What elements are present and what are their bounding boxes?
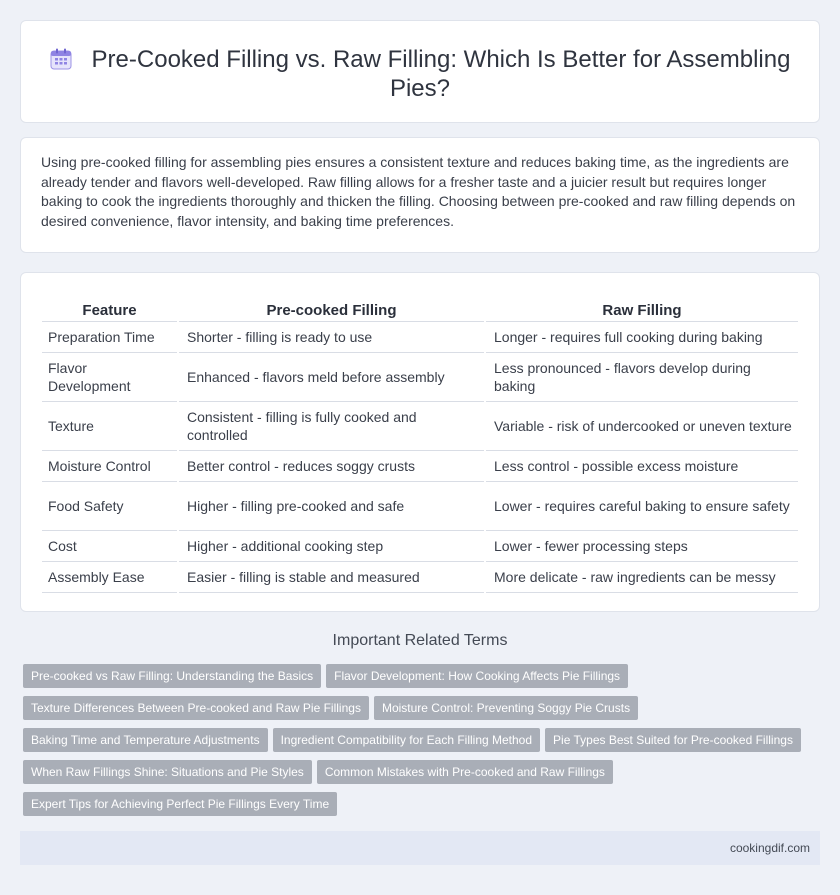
pre-cooked-cell: Shorter - filling is ready to use [178, 321, 485, 352]
feature-cell: Food Safety [42, 481, 178, 530]
raw-cell: Lower - fewer processing steps [485, 530, 798, 561]
page-title [45, 45, 795, 103]
pre-cooked-cell: Better control - reduces soggy crusts [178, 450, 485, 481]
feature-cell: Cost [42, 530, 178, 561]
raw-cell: Less pronounced - flavors develop during baking [485, 352, 798, 401]
related-term-tag[interactable]: When Raw Fillings Shine: Situations and Pie Styles [23, 760, 312, 784]
tag-row [23, 760, 823, 792]
header-feature: Feature [42, 295, 178, 321]
table-row [42, 530, 798, 561]
pre-cooked-cell: Consistent - filling is fully cooked and controlled [178, 401, 485, 450]
pre-cooked-cell: Easier - filling is stable and measured [178, 561, 485, 592]
related-term-tag[interactable]: Expert Tips for Achieving Perfect Pie Fillings Every Time [23, 792, 337, 816]
related-term-tag[interactable]: Flavor Development: How Cooking Affects Pie Fillings [326, 664, 628, 688]
related-term-tag[interactable]: Baking Time and Temperature Adjustments [23, 728, 268, 752]
tag-row [23, 664, 823, 696]
title-wrap [21, 45, 819, 103]
pre-cooked-cell: Higher - filling pre-cooked and safe [178, 481, 485, 530]
raw-cell: Lower - requires careful baking to ensure safety [485, 481, 798, 530]
feature-cell: Texture [42, 401, 178, 450]
raw-cell: Longer - requires full cooking during baking [485, 321, 798, 352]
page-title-text: Pre-Cooked Filling vs. Raw Filling: Which Is Better for Assembling Pies? [91, 46, 791, 102]
related-terms-list [23, 664, 823, 824]
table-row [42, 321, 798, 352]
related-term-tag[interactable]: Texture Differences Between Pre-cooked and Raw Pie Fillings [23, 696, 369, 720]
tag-row [23, 728, 823, 760]
feature-cell: Preparation Time [42, 321, 178, 352]
comparison-table [42, 295, 798, 593]
raw-cell: More delicate - raw ingredients can be messy [485, 561, 798, 592]
raw-cell: Less control - possible excess moisture [485, 450, 798, 481]
title-card [20, 20, 820, 123]
related-term-tag[interactable]: Moisture Control: Preventing Soggy Pie Crusts [374, 696, 638, 720]
pre-cooked-cell: Enhanced - flavors meld before assembly [178, 352, 485, 401]
related-term-tag[interactable]: Pie Types Best Suited for Pre-cooked Fillings [545, 728, 801, 752]
intro-card [20, 137, 820, 253]
table-row [42, 481, 798, 530]
table-row [42, 352, 798, 401]
feature-cell: Assembly Ease [42, 561, 178, 592]
related-term-tag[interactable]: Common Mistakes with Pre-cooked and Raw Fillings [317, 760, 613, 784]
feature-cell: Flavor Development [42, 352, 178, 401]
intro-paragraph: Using pre-cooked filling for assembling pies ensures a consistent texture and reduces baking time, as the ingredients are already tender and flavors well-developed. Raw filling allows for a fresher taste and a juicier result but requires longer baking to cook the ingredients thoroughly and thicken the filling. Choosing between pre-cooked and raw filling depends on desired convenience, flavor intensity, and baking time preferences. [41, 154, 796, 229]
footer-site-link[interactable]: cookingdif.com [729, 841, 810, 855]
table-row [42, 401, 798, 450]
pre-cooked-cell: Higher - additional cooking step [178, 530, 485, 561]
table-row [42, 450, 798, 481]
calendar-icon [50, 48, 72, 70]
table-header-row [42, 295, 798, 321]
footer [20, 831, 820, 865]
header-pre-cooked: Pre-cooked Filling [178, 295, 485, 321]
table-row [42, 561, 798, 592]
raw-cell: Variable - risk of undercooked or uneven texture [485, 401, 798, 450]
related-terms-heading: Important Related Terms [332, 632, 508, 649]
comparison-card [20, 272, 820, 612]
related-term-tag[interactable]: Ingredient Compatibility for Each Filling Method [273, 728, 540, 752]
tag-row [23, 696, 823, 728]
related-term-tag[interactable]: Pre-cooked vs Raw Filling: Understanding the Basics [23, 664, 321, 688]
tag-row [23, 792, 823, 824]
feature-cell: Moisture Control [42, 450, 178, 481]
header-raw: Raw Filling [485, 295, 798, 321]
